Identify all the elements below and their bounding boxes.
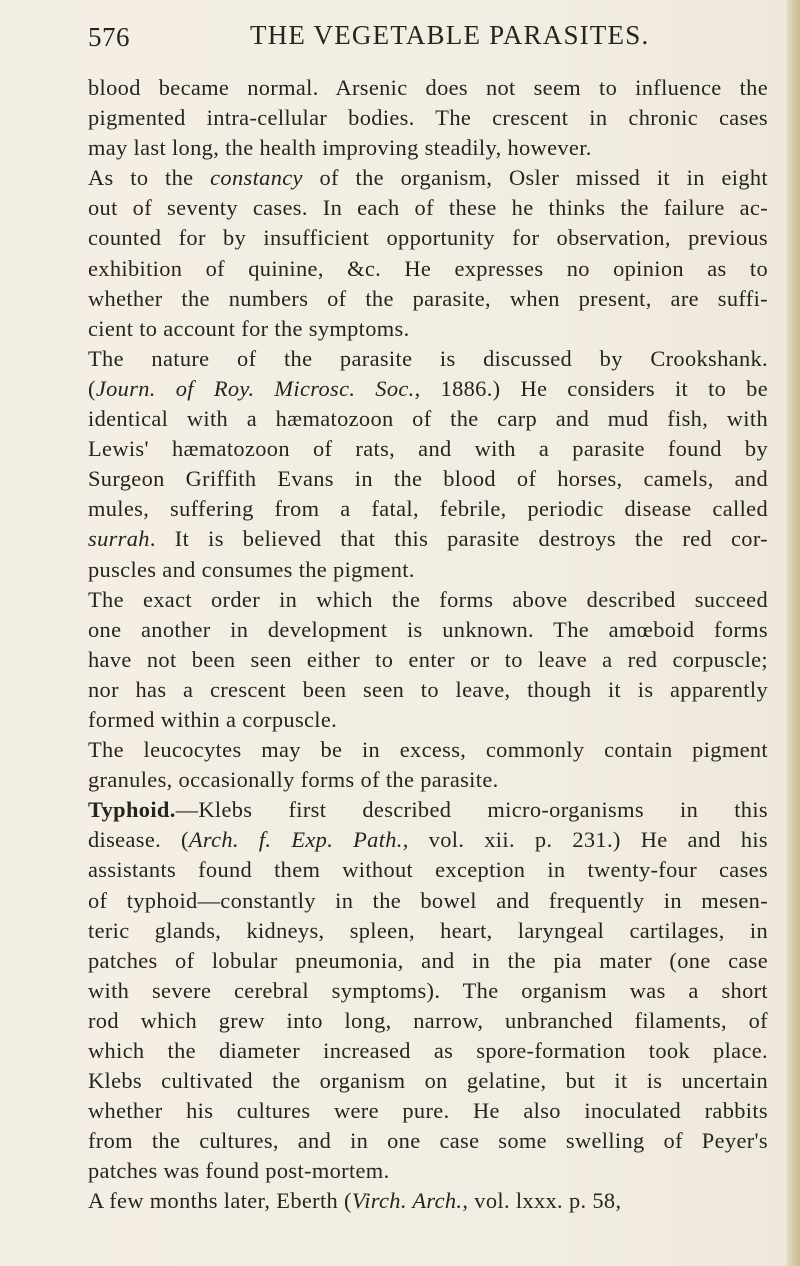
text-run: , 1886.) He considers it to be xyxy=(414,375,768,401)
text-run: A few months later, Eberth ( xyxy=(88,1188,352,1214)
text-run: whether the numbers of the parasite, when present, are suffi- xyxy=(88,285,768,311)
text-line xyxy=(88,585,768,615)
text-line xyxy=(88,1156,768,1186)
italic-run: constancy xyxy=(210,165,303,191)
text-line xyxy=(88,645,768,675)
running-title: THE VEGETABLE PARASITES. xyxy=(250,20,650,50)
text-run: one another in development is unknown. The amœboid forms xyxy=(88,616,768,642)
text-line xyxy=(88,946,768,976)
text-line xyxy=(88,1096,768,1126)
text-run: As to the xyxy=(88,165,211,191)
text-line xyxy=(88,464,768,494)
text-line xyxy=(88,1186,768,1216)
text-run: have not been seen either to enter or to leave a red corpuscle; xyxy=(88,646,768,672)
text-run: disease. ( xyxy=(88,827,189,853)
text-run: assistants found them without exception in twenty-four cases xyxy=(88,857,768,883)
text-line xyxy=(88,765,768,795)
text-line xyxy=(88,855,768,885)
text-line xyxy=(88,223,768,253)
text-line xyxy=(88,825,768,855)
text-run: ( xyxy=(88,375,96,401)
text-run: Surgeon Griffith Evans in the blood of horses, camels, and xyxy=(88,466,768,492)
section-heading: Typhoid. xyxy=(88,797,176,823)
text-line xyxy=(88,916,768,946)
text-line xyxy=(88,434,768,464)
text-line xyxy=(88,344,768,374)
text-line xyxy=(88,735,768,765)
text-line xyxy=(88,284,768,314)
text-run: cient to account for the symptoms. xyxy=(88,315,410,341)
text-run: The exact order in which the forms above described succeed xyxy=(88,586,768,612)
text-line xyxy=(88,494,768,524)
italic-run: surrah xyxy=(88,526,150,552)
text-line xyxy=(88,314,768,344)
text-run: out of seventy cases. In each of these he thinks the failure ac- xyxy=(88,195,768,221)
text-run: formed within a corpuscle. xyxy=(88,706,338,732)
italic-run: Journ. of Roy. Microsc. Soc. xyxy=(95,375,415,401)
text-run: patches of lobular pneumonia, and in the pia mater (one case xyxy=(88,947,768,973)
text-run: The leucocytes may be in excess, commonly contain pigment xyxy=(88,737,768,763)
text-line xyxy=(88,404,768,434)
text-run: of typhoid—constantly in the bowel and frequently in mesen- xyxy=(88,887,768,913)
text-run: identical with a hæmatozoon of the carp and mud fish, with xyxy=(88,406,768,432)
text-run: Klebs cultivated the organism on gelatine, but it is uncertain xyxy=(88,1068,768,1094)
text-run: teric glands, kidneys, spleen, heart, laryngeal cartilages, in xyxy=(88,917,768,943)
text-line xyxy=(88,886,768,916)
text-run: Lewis' hæmatozoon of rats, and with a parasite found by xyxy=(88,436,768,462)
text-run: blood became normal. Arsenic does not seem to influence the xyxy=(88,75,768,100)
text-line xyxy=(88,555,768,585)
text-run: , vol. xii. p. 231.) He and his xyxy=(402,827,768,853)
page-edge xyxy=(786,0,800,1266)
text-run: which the diameter increased as spore-formation took place. xyxy=(88,1038,768,1063)
text-line xyxy=(88,103,768,133)
text-run: from the cultures, and in one case some swelling of Peyer's xyxy=(88,1128,768,1154)
text-line xyxy=(88,374,768,404)
text-line xyxy=(88,976,768,1006)
text-run: granules, occasionally forms of the parasite. xyxy=(88,767,499,793)
text-run: , vol. lxxx. p. 58, xyxy=(462,1188,622,1214)
text-run: may last long, the health improving steadily, however. xyxy=(88,135,592,161)
text-run: —Klebs first described micro-organisms in this xyxy=(175,797,768,823)
text-run: of the organism, Osler missed it in eight xyxy=(302,165,768,191)
body-text xyxy=(88,73,768,1217)
text-run: rod which grew into long, narrow, unbranched filaments, of xyxy=(88,1007,768,1033)
text-run: patches was found post-mortem. xyxy=(88,1158,390,1184)
text-line xyxy=(88,1006,768,1036)
page-number: 576 xyxy=(88,22,130,52)
text-run: . It is believed that this parasite destroys the red cor- xyxy=(149,526,768,552)
text-line xyxy=(88,73,768,103)
italic-run: Virch. Arch. xyxy=(351,1188,463,1214)
text-run: nor has a crescent been seen to leave, though it is apparently xyxy=(88,676,768,702)
italic-run: Arch. f. Exp. Path. xyxy=(188,827,403,853)
text-line xyxy=(88,1036,768,1066)
text-run: pigmented intra-cellular bodies. The crescent in chronic cases xyxy=(88,105,768,131)
page-header xyxy=(88,18,778,58)
text-run: whether his cultures were pure. He also inoculated rabbits xyxy=(88,1098,768,1124)
text-run: counted for by insufficient opportunity for observation, previous xyxy=(88,225,768,251)
text-line xyxy=(88,163,768,193)
text-line xyxy=(88,254,768,284)
text-line xyxy=(88,705,768,735)
text-run: mules, suffering from a fatal, febrile, periodic disease called xyxy=(88,496,768,522)
text-line xyxy=(88,193,768,223)
text-line xyxy=(88,1066,768,1096)
text-run: with severe cerebral symptoms). The organism was a short xyxy=(88,977,768,1003)
text-line xyxy=(88,795,768,825)
text-run: The nature of the parasite is discussed by Crookshank. xyxy=(88,345,768,371)
text-line xyxy=(88,524,768,554)
text-line xyxy=(88,133,768,163)
text-line xyxy=(88,1126,768,1156)
text-line xyxy=(88,675,768,705)
text-run: puscles and consumes the pigment. xyxy=(88,556,415,582)
text-run: exhibition of quinine, &c. He expresses no opinion as to xyxy=(88,255,768,281)
text-line xyxy=(88,615,768,645)
